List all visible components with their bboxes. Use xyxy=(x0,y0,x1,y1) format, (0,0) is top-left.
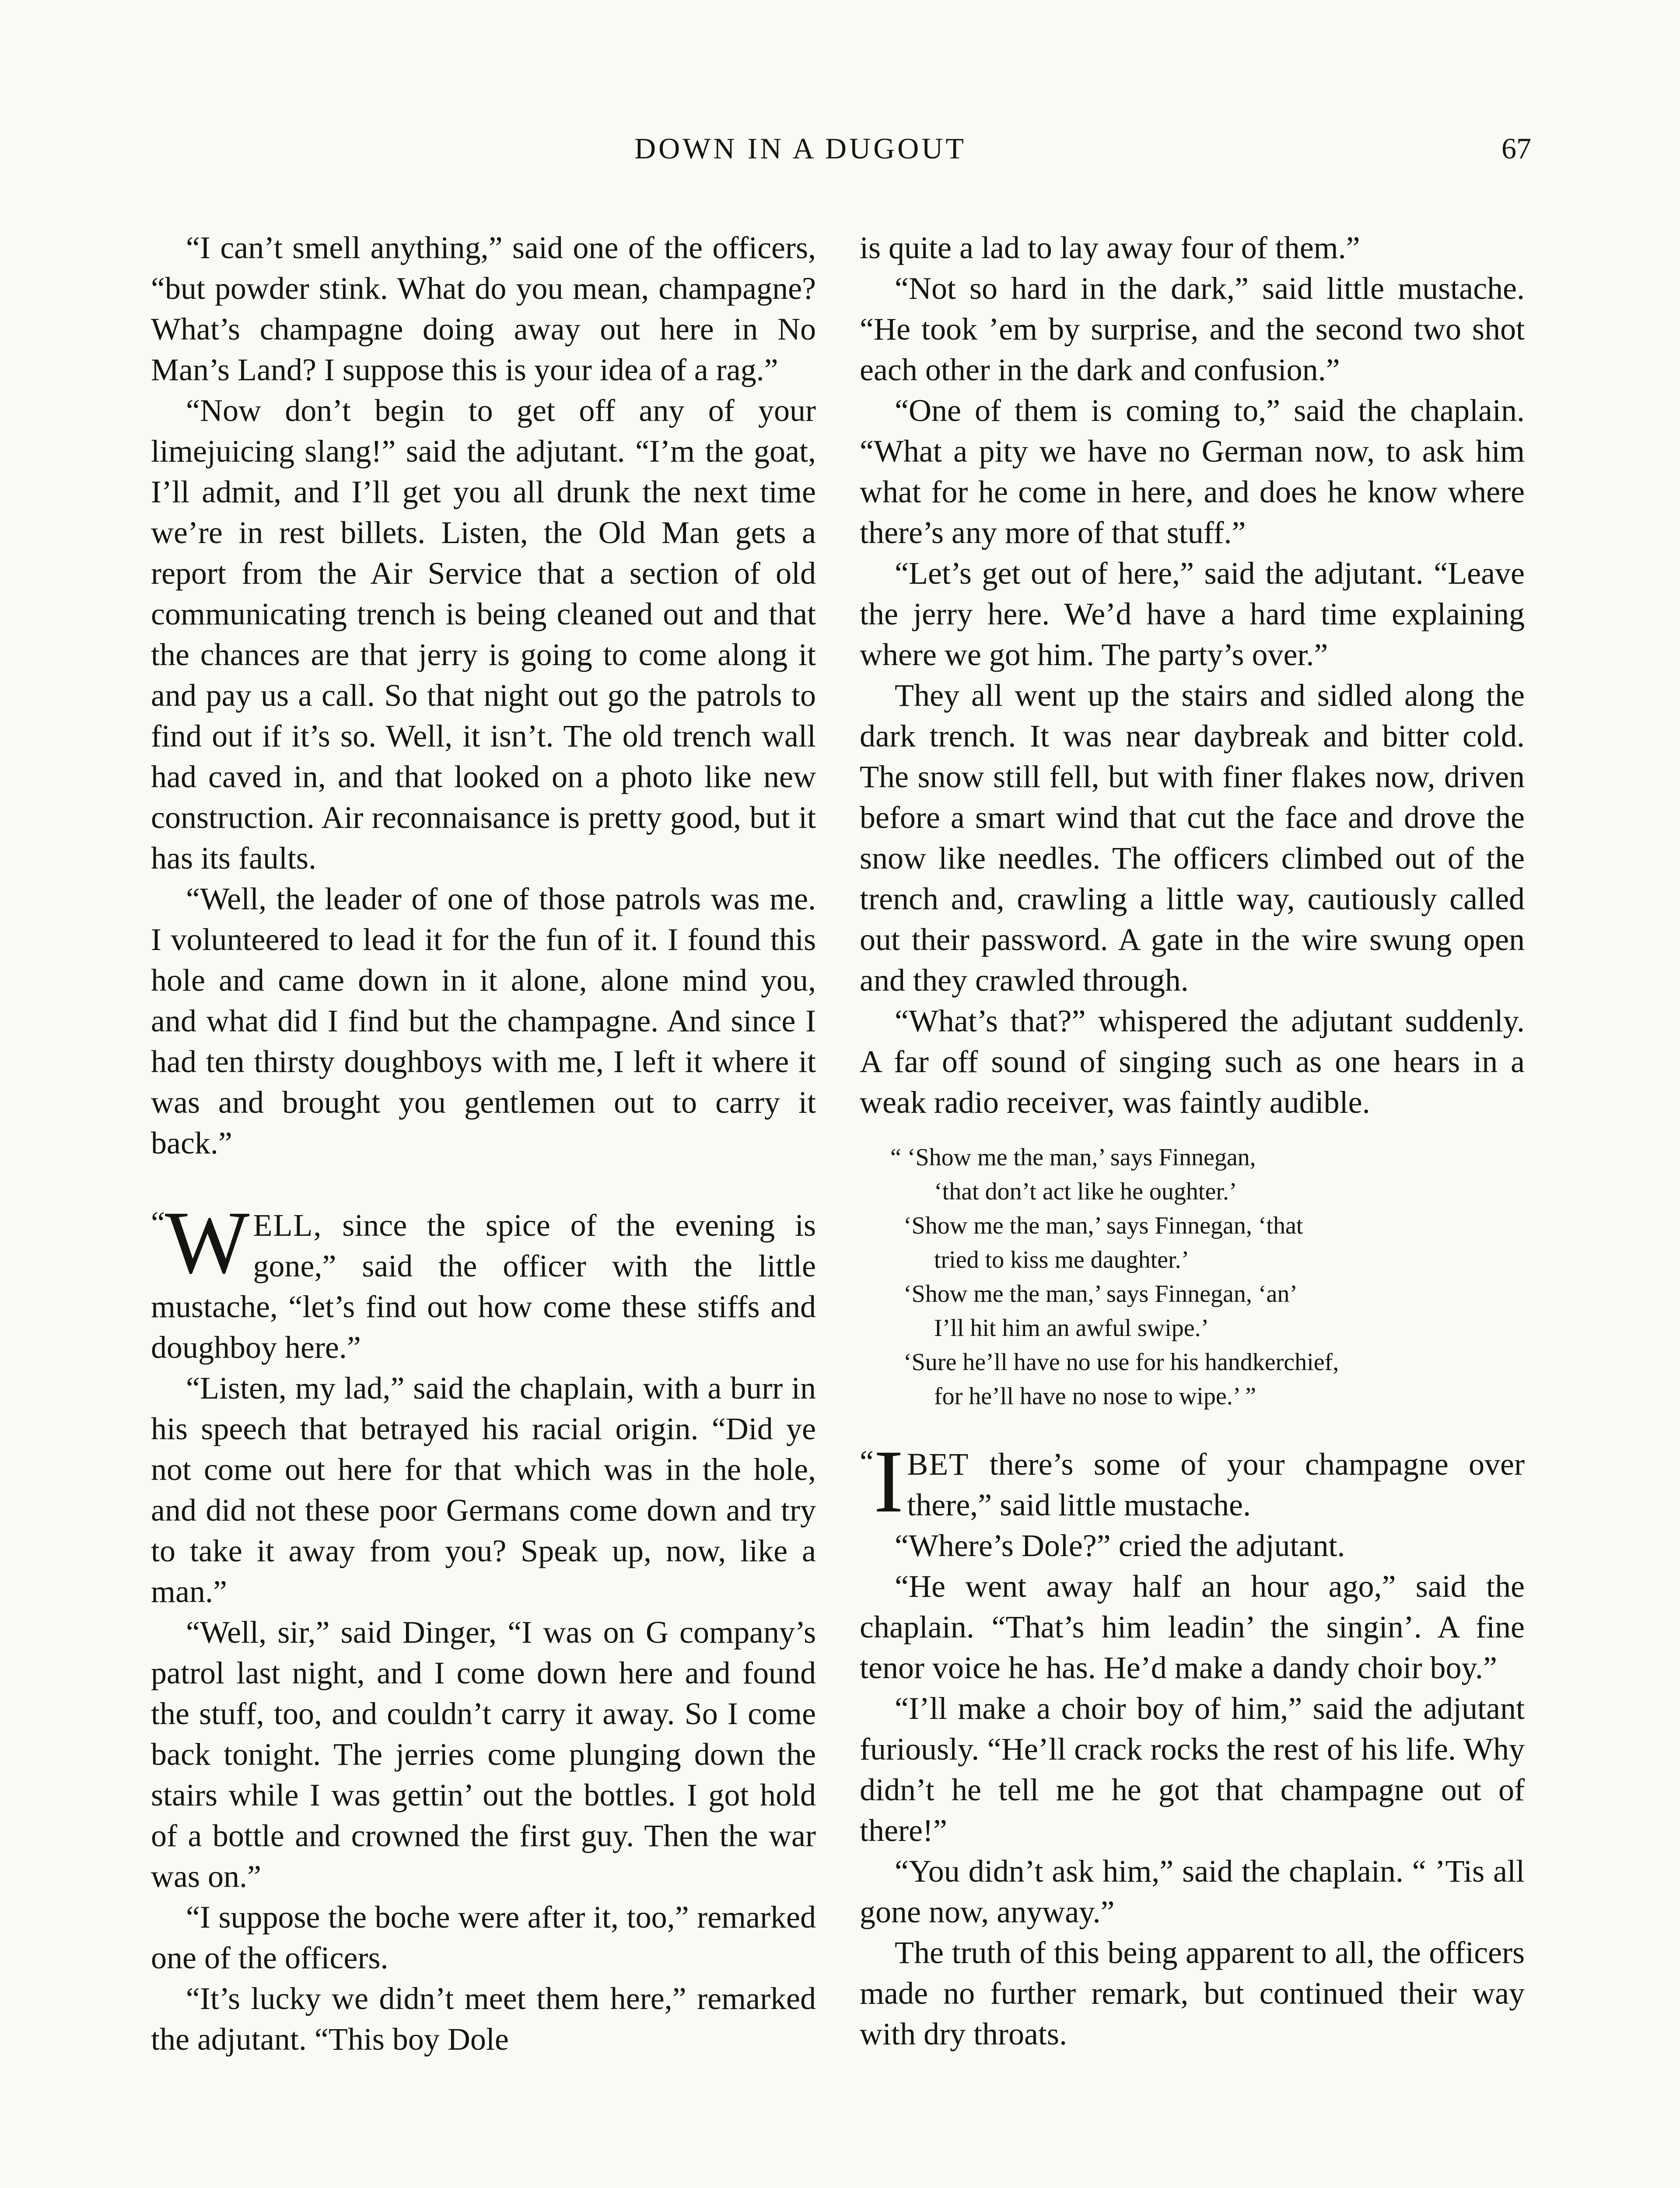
verse-line: “ ‘Show me the man,’ says Finnegan, xyxy=(890,1144,1256,1171)
paragraph: “Where’s Dole?” cried the adjutant. xyxy=(895,1528,1345,1563)
verse-line: ‘Show me the man,’ says Finnegan, ‘that xyxy=(903,1212,1303,1239)
opening-quote: “ xyxy=(860,1444,874,1479)
paragraph: “He went away half an hour ago,” said the chaplain. “That’s him leadin’ the singin’. A fine tenor voice he has. He’d make a dandy choir boy.” xyxy=(860,1569,1525,1685)
paragraph: “Now don’t begin to get off any of your limejuicing slang!” said the adjutant. “I’m the goat, I’ll admit, and I’ll get you all drunk the next time we’re in rest billets. Listen, the Old Man gets a report from the Air Service that a section of old communicating trench is being cleaned out and that the chances are that jerry is going to come along it and pay us a call. So that night out go the patrols to find out if it’s so. Well, it isn’t. The old trench wall had caved in, and that looked on a photo like new construction. Air reconnaisance is pretty good, but it has its faults. xyxy=(151,393,816,876)
paragraph: “I’ll make a choir boy of him,” said the adjutant furiously. “He’ll crack rocks the rest of his life. Why didn’t he tell me he got that champagne out of there!” xyxy=(860,1691,1525,1848)
paragraph: “You didn’t ask him,” said the chaplain. “ ’Tis all gone now, anyway.” xyxy=(860,1854,1525,1929)
running-title: DOWN IN A DUGOUT xyxy=(634,132,966,165)
verse-line: ‘that don’t act like he oughter.’ xyxy=(934,1178,1237,1205)
dropcap-paragraph xyxy=(151,1193,816,1368)
verse-line: tried to kiss me daughter.’ xyxy=(934,1246,1190,1273)
lead-caps: BET xyxy=(907,1447,970,1482)
left-column xyxy=(151,228,816,2060)
opening-quote: “ xyxy=(151,1205,165,1240)
lead-caps: ELL, xyxy=(253,1208,322,1243)
paragraph: “Well, sir,” said Dinger, “I was on G company’s patrol last night, and I come down here and found the stuff, too, and couldn’t carry it away. So I come back tonight. The jerries come plunging down the stairs while I was gettin’ out the bottles. I got hold of a bottle and crowned the first guy. Then the war was on.” xyxy=(151,1615,816,1894)
drop-cap: W xyxy=(164,1193,250,1292)
paragraph: “One of them is coming to,” said the chaplain. “What a pity we have no German now, to ask him what for he come in here, and does he know where there’s any more of that stuff.” xyxy=(860,393,1525,550)
verse-line: ‘Sure he’ll have no use for his handkerchief, xyxy=(903,1349,1339,1376)
right-column xyxy=(860,228,1525,2055)
paragraph: “What’s that?” whispered the adjutant suddenly. A far off sound of singing such as one hears in a weak radio receiver, was faintly audible. xyxy=(860,1003,1525,1120)
paragraph: “Let’s get out of here,” said the adjutant. “Leave the jerry here. We’d have a hard time explaining where we got him. The party’s over.” xyxy=(860,556,1525,672)
paragraph: “I can’t smell anything,” said one of the officers, “but powder stink. What do you mean, champagne? What’s champagne doing away out here in No Man’s Land? I suppose this is your idea of a rag.” xyxy=(151,230,816,387)
paragraph-text: since the spice of the evening is gone,” said the officer with the little mustache, “let’s find out how come these stiffs and doughboy here.” xyxy=(151,1208,816,1365)
dropcap-paragraph xyxy=(860,1432,1525,1531)
verse-line: I’ll hit him an awful swipe.’ xyxy=(934,1315,1209,1342)
paragraph: “Well, the leader of one of those patrols was me. I volunteered to lead it for the fun of it. I found this hole and came down in it alone, alone mind you, and what did I find but the champagne. And since I had ten thirsty doughboys with me, I left it where it was and brought you gentlemen out to carry it back.” xyxy=(151,881,816,1161)
paragraph: is quite a lad to lay away four of them.” xyxy=(860,230,1360,265)
paragraph: “Listen, my lad,” said the chaplain, with a burr in his speech that betrayed his racial origin. “Did ye not come out here for that which was in the hole, and did not these poor Germans come down and try to take it away from you? Speak up, now, like a man.” xyxy=(151,1371,816,1609)
paragraph-text: there’s some of your champagne over there,” said little mustache. xyxy=(907,1447,1525,1522)
paragraph: They all went up the stairs and sidled along the dark trench. It was near daybreak and bitter cold. The snow still fell, but with finer flakes now, driven before a smart wind that cut the face and drove the snow like needles. The officers climbed out of the trench and, crawling a little way, cautiously called out their password. A gate in the wire swung open and they crawled through. xyxy=(860,678,1525,998)
paragraph: “Not so hard in the dark,” said little mustache. “He took ’em by surprise, and the second two shot each other in the dark and confusion.” xyxy=(860,271,1525,387)
paragraph: “It’s lucky we didn’t meet them here,” remarked the adjutant. “This boy Dole xyxy=(151,1981,816,2057)
paragraph: The truth of this being apparent to all, the officers made no further remark, but continued their way with dry throats. xyxy=(860,1935,1525,2051)
page-header xyxy=(140,131,1531,175)
paragraph: “I suppose the boche were after it, too,” remarked one of the officers. xyxy=(151,1900,816,1975)
drop-cap: I xyxy=(873,1432,904,1531)
verse-line: for he’ll have no nose to wipe.’ ” xyxy=(934,1383,1256,1410)
section-break xyxy=(151,1164,816,1205)
page-number: 67 xyxy=(1502,132,1531,165)
song-verse xyxy=(860,1140,1525,1413)
verse-line: ‘Show me the man,’ says Finnegan, ‘an’ xyxy=(903,1280,1298,1308)
